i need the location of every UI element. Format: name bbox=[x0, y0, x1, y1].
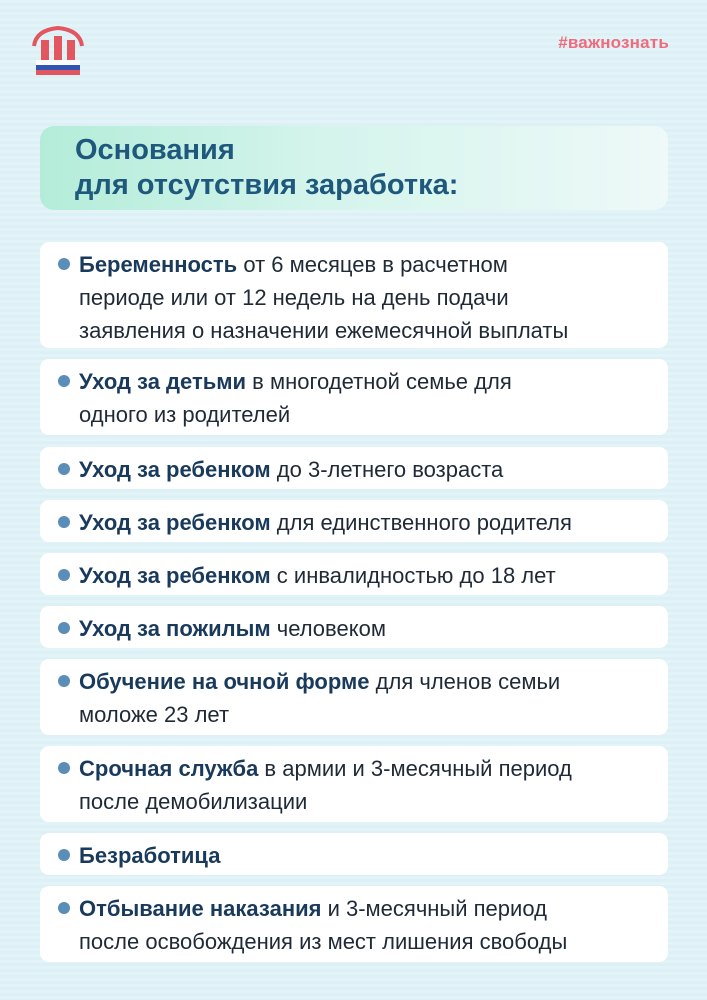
list-item bbox=[40, 886, 668, 962]
item-bold: Уход за детьми bbox=[79, 369, 247, 394]
bullet-icon bbox=[58, 849, 70, 861]
title-line-1: Основания bbox=[75, 134, 235, 166]
title-card bbox=[40, 126, 668, 210]
bullet-icon bbox=[58, 902, 70, 914]
list-item bbox=[40, 500, 668, 542]
item-bold: Беременность bbox=[79, 252, 238, 277]
item-bold: Обучение на очной форме bbox=[79, 669, 370, 694]
item-text: до 3-летнего возраста bbox=[270, 457, 504, 482]
item-text: в многодетной семье для bbox=[246, 369, 512, 394]
bullet-icon bbox=[58, 463, 70, 475]
item-bold: Уход за ребенком bbox=[79, 510, 271, 535]
bullet-icon bbox=[58, 375, 70, 387]
item-text-cont: одного из родителей bbox=[79, 402, 291, 427]
item-text: и 3-месячный период bbox=[321, 896, 547, 921]
list-item bbox=[40, 447, 668, 489]
title-line-2: для отсутствия заработка: bbox=[75, 169, 459, 201]
list-item bbox=[40, 359, 668, 435]
item-bold: Безработица bbox=[79, 843, 221, 868]
item-bold: Уход за пожилым bbox=[79, 616, 271, 641]
bullet-icon bbox=[58, 675, 70, 687]
item-text: от 6 месяцев в расчетном bbox=[237, 252, 508, 277]
item-text: с инвалидностью до 18 лет bbox=[270, 563, 556, 588]
list-item bbox=[40, 606, 668, 648]
item-bold: Отбывание наказания bbox=[79, 896, 322, 921]
bullet-icon bbox=[58, 622, 70, 634]
item-bold: Срочная служба bbox=[79, 756, 259, 781]
list-item bbox=[40, 242, 668, 348]
item-text: в армии и 3-месячный период bbox=[258, 756, 572, 781]
bullet-icon bbox=[58, 258, 70, 270]
item-text: для единственного родителя bbox=[270, 510, 572, 535]
item-text-cont: заявления о назначении ежемесячной выплаты bbox=[79, 318, 569, 343]
hashtag: #важнознать bbox=[558, 33, 669, 52]
pfr-logo bbox=[28, 24, 88, 80]
item-bold: Уход за ребенком bbox=[79, 563, 271, 588]
item-text-cont: после освобождения из мест лишения свободы bbox=[79, 929, 568, 954]
item-text: для членов семьи bbox=[369, 669, 561, 694]
list-item bbox=[40, 746, 668, 822]
list-item bbox=[40, 833, 668, 875]
bullet-icon bbox=[58, 569, 70, 581]
list-item bbox=[40, 659, 668, 735]
item-text: человеком bbox=[270, 616, 386, 641]
list-item bbox=[40, 553, 668, 595]
bullet-icon bbox=[58, 516, 70, 528]
bullet-icon bbox=[58, 762, 70, 774]
item-text-cont: моложе 23 лет bbox=[79, 702, 230, 727]
item-bold: Уход за ребенком bbox=[79, 457, 271, 482]
item-text-cont: после демобилизации bbox=[79, 789, 308, 814]
item-text-cont: периоде или от 12 недель на день подачи bbox=[79, 285, 509, 310]
